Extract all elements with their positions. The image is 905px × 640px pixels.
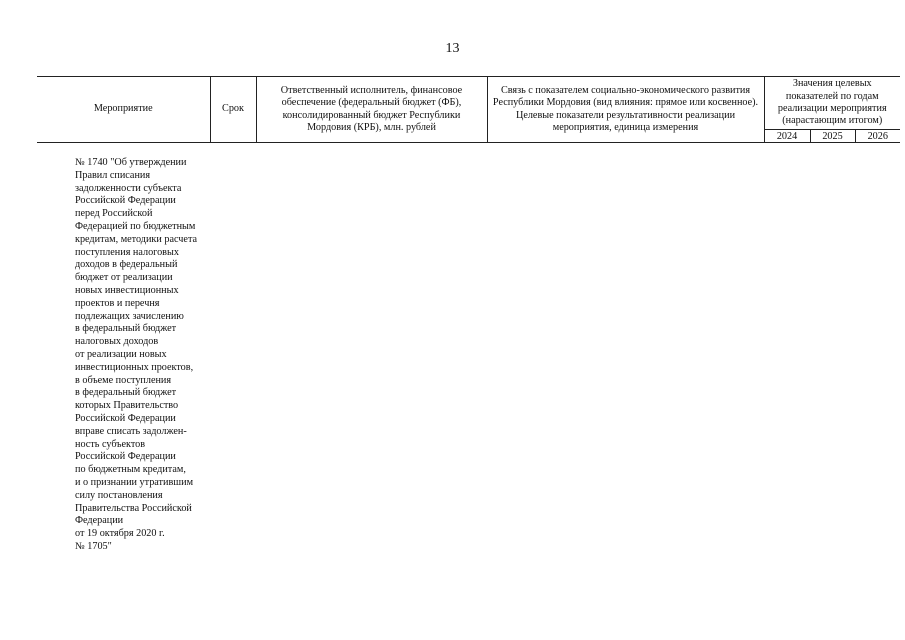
activity-line: и о признании утратившим bbox=[75, 476, 194, 488]
activity-line: Федерации bbox=[75, 515, 124, 527]
activity-line: налоговых доходов bbox=[75, 336, 159, 348]
header-table bbox=[37, 76, 900, 143]
header-link: Связь с показателем социально-экономического развития Республики Мордовия (вид влияния: прямое или косвенное). Целевые показатели результативности реализации мероприятия, единица измерения bbox=[487, 77, 764, 143]
activity-line: новых инвестиционных bbox=[75, 284, 179, 296]
activity-line: Российской Федерации bbox=[75, 412, 176, 424]
activity-line: в объеме поступления bbox=[75, 374, 172, 386]
activity-line: кредитам, методики расчета bbox=[75, 233, 198, 245]
activity-line: Российской Федерации bbox=[75, 451, 176, 463]
activity-line: в федеральный бюджет bbox=[75, 387, 177, 399]
activity-line: от 19 октября 2020 г. bbox=[75, 528, 165, 540]
activity-line: инвестиционных проектов, bbox=[75, 361, 194, 373]
activity-line: Правил списания bbox=[75, 169, 151, 181]
activity-line: Российской Федерации bbox=[75, 195, 176, 207]
activity-line: задолженности субъекта bbox=[75, 182, 182, 194]
activity-line: подлежащих зачислению bbox=[75, 310, 184, 322]
header-year-2026: 2026 bbox=[855, 130, 900, 143]
activity-line: № 1705" bbox=[75, 540, 112, 552]
activity-line: вправе списать задолжен- bbox=[75, 425, 187, 437]
header-year-2024: 2024 bbox=[764, 130, 810, 143]
activity-line: № 1740 "Об утверждении bbox=[75, 157, 187, 168]
activity-line: доходов в федеральный bbox=[75, 259, 178, 271]
activity-cell bbox=[75, 157, 215, 554]
activity-line: перед Российской bbox=[75, 208, 153, 220]
activity-line: силу постановления bbox=[75, 489, 163, 501]
activity-line: поступления налоговых bbox=[75, 246, 179, 258]
activity-line: от реализации новых bbox=[75, 348, 167, 360]
header-year-2025: 2025 bbox=[810, 130, 855, 143]
activity-line: Федерацией по бюджетным bbox=[75, 220, 196, 232]
activity-line: проектов и перечня bbox=[75, 297, 160, 309]
activity-line: ность субъектов bbox=[75, 438, 146, 450]
activity-line: бюджет от реализации bbox=[75, 272, 173, 284]
activity-line: Правительства Российской bbox=[75, 502, 192, 514]
activity-line: по бюджетным кредитам, bbox=[75, 464, 186, 476]
header-term: Срок bbox=[210, 77, 256, 143]
activity-line: которых Правительство bbox=[75, 400, 179, 412]
header-target-values: Значения целевых показателей по годам реализации мероприятия (нарастающим итогом) bbox=[764, 77, 900, 130]
header-executor: Ответственный исполнитель, финансовое обеспечение (федеральный бюджет (ФБ), консолидированный бюджет Республики Мордовия (КРБ), млн. рублей bbox=[256, 77, 487, 143]
page-number: 13 bbox=[445, 41, 460, 56]
header-activity: Мероприятие bbox=[37, 77, 210, 143]
activity-line: в федеральный бюджет bbox=[75, 323, 177, 335]
table-header bbox=[37, 76, 888, 143]
